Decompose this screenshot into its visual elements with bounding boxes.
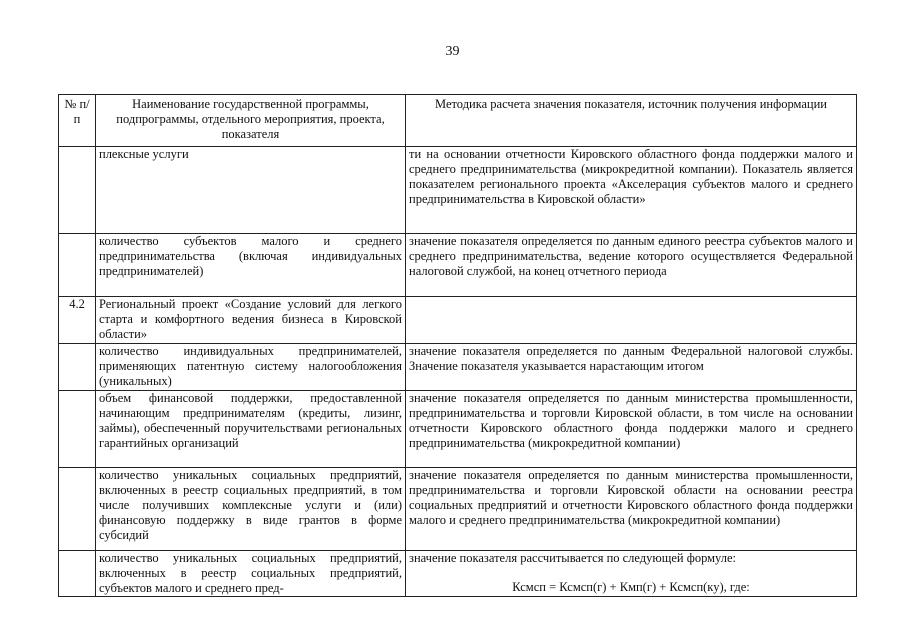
header-num: № п/п: [59, 95, 96, 147]
row-method: ти на основании отчетности Кировского областного фонда поддержки малого и среднего предпринимательства (микрокредитной компании). Показатель является показателем регионального проекта «Акселерация субъектов малого и среднего предпринимательства в Кировской области»: [406, 147, 857, 234]
table-row: [59, 344, 857, 391]
row-name: плексные услуги: [96, 147, 406, 234]
row-num: [59, 147, 96, 234]
row-method-text: значение показателя рассчитывается по следующей формуле:: [409, 551, 737, 565]
row-method: значение показателя определяется по данным единого реестра субъектов малого и среднего предпринимательства, ведение которого осуществляется Федеральной налоговой службой, на конец отчетного периода: [406, 234, 857, 297]
table-row: [59, 468, 857, 551]
row-method: значение показателя определяется по данным Федеральной налоговой службы. Значение показателя указывается нарастающим итогом: [406, 344, 857, 391]
header-method: Методика расчета значения показателя, источник получения информации: [406, 95, 857, 147]
header-name: Наименование государственной программы, подпрограммы, отдельного мероприятия, проекта, показателя: [96, 95, 406, 147]
row-name: количество субъектов малого и среднего предпринимательства (включая индивидуальных предпринимателей): [96, 234, 406, 297]
row-num: [59, 468, 96, 551]
row-name: количество уникальных социальных предприятий, включенных в реестр социальных предприятий, субъектов малого и среднего пред-: [96, 551, 406, 597]
row-name: объем финансовой поддержки, предоставленной начинающим предпринимателям (кредиты, лизинг, займы), обеспеченный поручительствами региональных гарантийных организаций: [96, 391, 406, 468]
row-num: [59, 344, 96, 391]
row-num: [59, 551, 96, 597]
row-num: [59, 234, 96, 297]
row-name: количество уникальных социальных предприятий, включенных в реестр социальных предприятий, в том числе получивших комплексные услуги и (или) финансовую поддержку в виде грантов в форме субсидий: [96, 468, 406, 551]
page-number: 39: [445, 44, 460, 59]
row-method: [406, 551, 857, 597]
table-row: [59, 391, 857, 468]
table-row: [59, 297, 857, 344]
row-num: 4.2: [59, 297, 96, 344]
row-method: значение показателя определяется по данным министерства промышленности, предпринимательства и торговли Кировской области, в том числе на основании отчетности Кировского областного фонда поддержки малого и среднего предпринимательства (микрокредитной компании): [406, 391, 857, 468]
table-row: [59, 147, 857, 234]
row-method: значение показателя определяется по данным министерства промышленности, предпринимательства и торговли Кировской области на основании реестра социальных предприятий и отчетности Кировского областного фонда поддержки малого и среднего предпринимательства (микрокредитной компании): [406, 468, 857, 551]
row-name: Региональный проект «Создание условий для легкого старта и комфортного ведения бизнеса в Кировской области»: [96, 297, 406, 344]
table-row: [59, 234, 857, 297]
row-num: [59, 391, 96, 468]
formula: Ксмсп = Ксмсп(г) + Кмп(г) + Ксмсп(ку), где:: [512, 580, 750, 594]
indicator-table: [58, 94, 857, 597]
table-header-row: [59, 95, 857, 147]
table-row: [59, 551, 857, 597]
row-name: количество индивидуальных предпринимателей, применяющих патентную систему налогообложения (уникальных): [96, 344, 406, 391]
row-method: [406, 297, 857, 344]
